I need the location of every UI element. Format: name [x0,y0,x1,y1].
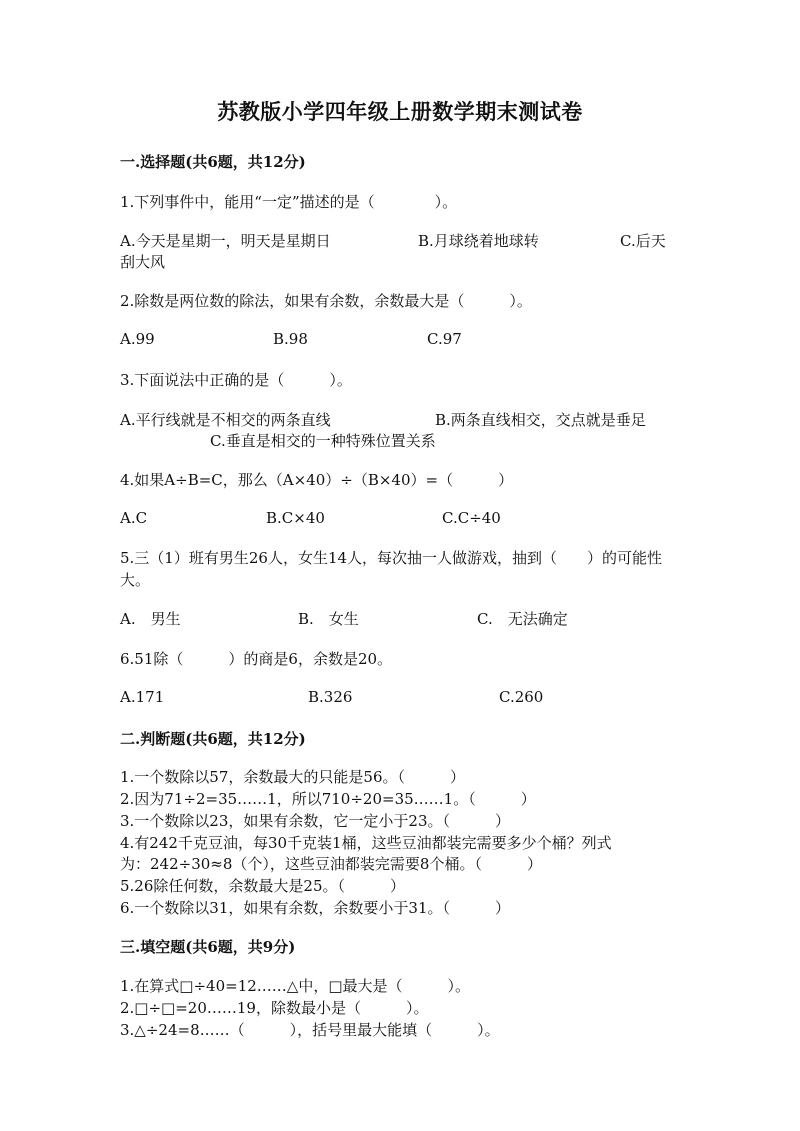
question-1-option-b: B.月球绕着地球转 [418,232,539,250]
section-heading-judgment: 二.判断题(共6题，共12分) [120,730,306,748]
judgment-item-5: 5.26除任何数，余数最大是25。（ ） [120,877,405,895]
question-4-option-c: C.C÷40 [442,509,501,527]
judgment-item-6: 6.一个数除以31，如果有余数，余数要小于31。（ ） [120,899,510,917]
section-heading-fill-blank: 三.填空题(共6题，共9分) [120,938,296,956]
judgment-item-4: 4.有242千克豆油，每30千克装1桶，这些豆油都装完需要多少个桶？列式 [120,834,612,852]
question-6-option-a: A.171 [120,688,165,706]
judgment-item-3: 3.一个数除以23，如果有余数，它一定小于23。（ ） [120,812,510,830]
question-4: 4.如果A÷B=C，那么（A×40）÷（B×40）=（ ） [120,471,514,489]
question-2-option-a: A.99 [120,330,155,348]
question-3: 3.下面说法中正确的是（ ）。 [120,371,352,389]
question-5-option-a: A. 男生 [120,610,181,628]
question-2-option-c: C.97 [427,330,462,348]
judgment-item-1: 1.一个数除以57，余数最大的只能是56。（ ） [120,768,465,786]
question-2-option-b: B.98 [273,330,308,348]
question-3-option-a: A.平行线就是不相交的两条直线 [120,411,331,429]
question-5: 5.三（1）班有男生26人，女生14人，每次抽一人做游戏，抽到（ ）的可能性大。 [120,549,663,589]
page-title: 苏教版小学四年级上册数学期末测试卷 [217,99,583,124]
question-5-option-b: B. 女生 [298,610,359,628]
fill-item-2: 2.□÷□=20……19，除数最小是（ ）。 [120,999,429,1017]
question-3-option-b: B.两条直线相交，交点就是垂足 [435,411,646,429]
question-6-option-c: C.260 [499,688,544,706]
question-1-option-c-wrap: 刮大风 [120,253,166,271]
judgment-item-2: 2.因为71÷2=35……1，所以710÷20=35……1。（ ） [120,790,536,808]
question-4-option-a: A.C [120,509,148,527]
question-4-option-b: B.C×40 [266,509,325,527]
fill-item-3: 3.△÷24=8……（ ），括号里最大能填（ ）。 [120,1021,500,1039]
judgment-item-4-cont: 为：242÷30≈8（个），这些豆油都装完需要8个桶。（ ） [120,855,542,873]
question-1: 1.下列事件中，能用“一定”描述的是（ ）。 [120,193,458,211]
fill-item-1: 1.在算式□÷40=12……△中，□最大是（ ）。 [120,977,471,995]
question-1-option-a: A.今天是星期一，明天是星期日 [120,232,331,250]
question-5-option-c: C. 无法确定 [477,610,568,628]
question-3-option-c: C.垂直是相交的一种特殊位置关系 [210,432,436,450]
section-heading-choice: 一.选择题(共6题，共12分) [120,153,306,171]
question-1-option-c: C.后天 [620,232,666,250]
question-6-option-b: B.326 [308,688,353,706]
question-2: 2.除数是两位数的除法，如果有余数，余数最大是（ ）。 [120,292,532,310]
question-6: 6.51除（ ）的商是6，余数是20。 [120,650,393,668]
